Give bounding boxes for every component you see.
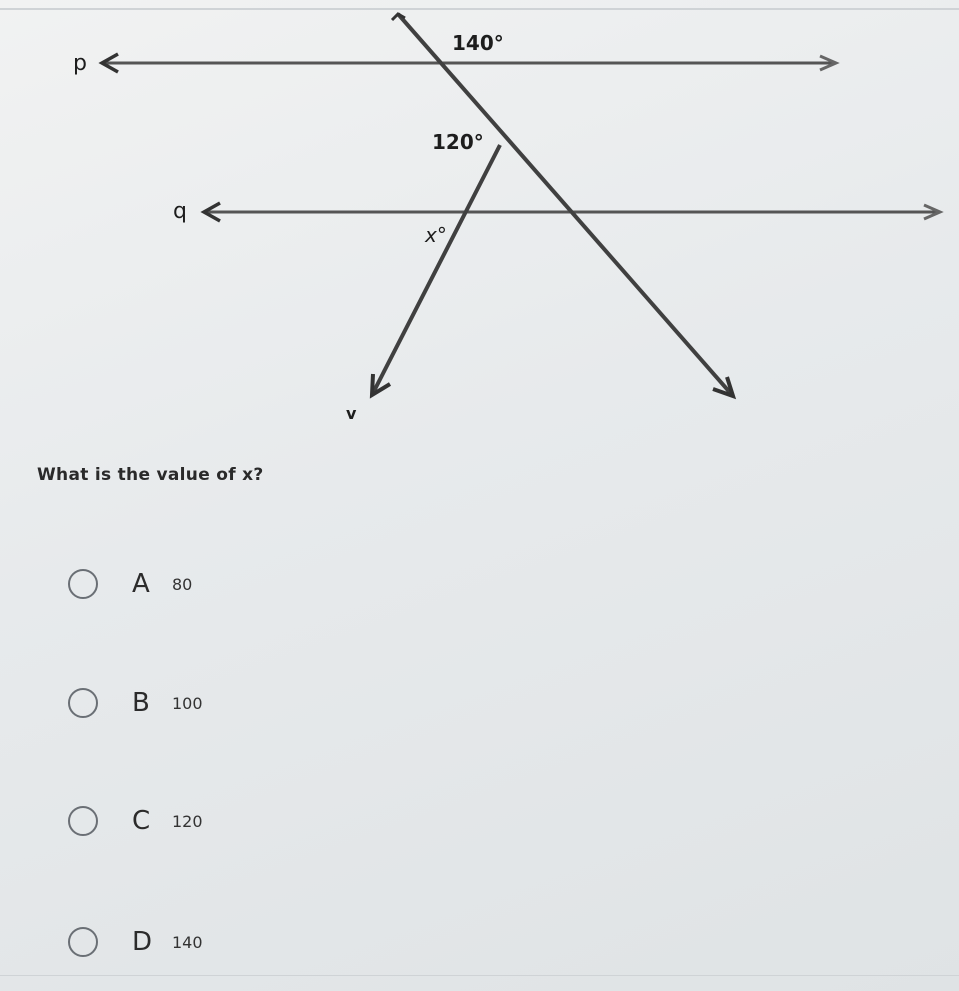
line-v <box>372 145 500 395</box>
choice-value: 140 <box>172 932 203 952</box>
line-p <box>102 54 836 72</box>
label-v: v <box>346 404 357 423</box>
geometry-diagram <box>0 0 959 440</box>
bottom-divider <box>0 975 959 976</box>
choice-value: 80 <box>172 574 193 594</box>
angle-label-140: 140° <box>452 31 504 55</box>
choice-letter: A <box>132 569 150 599</box>
radio-circle-icon[interactable] <box>68 927 98 957</box>
choice-a[interactable] <box>68 567 192 601</box>
label-q: q <box>173 199 187 224</box>
radio-circle-icon[interactable] <box>68 688 98 718</box>
angle-label-120: 120° <box>432 130 484 154</box>
choice-letter: B <box>132 688 150 718</box>
radio-circle-icon[interactable] <box>68 806 98 836</box>
choice-letter: D <box>132 927 153 957</box>
choice-d[interactable] <box>68 925 203 959</box>
transversal-long <box>392 14 733 396</box>
choice-letter: C <box>132 806 151 836</box>
label-p: p <box>73 51 87 76</box>
radio-circle-icon[interactable] <box>68 569 98 599</box>
choice-value: 100 <box>172 693 203 713</box>
choice-value: 120 <box>172 811 203 831</box>
choice-b[interactable] <box>68 686 203 720</box>
question-text: What is the value of x? <box>37 465 264 485</box>
angle-label-x: x° <box>425 223 447 247</box>
choice-c[interactable] <box>68 804 203 838</box>
